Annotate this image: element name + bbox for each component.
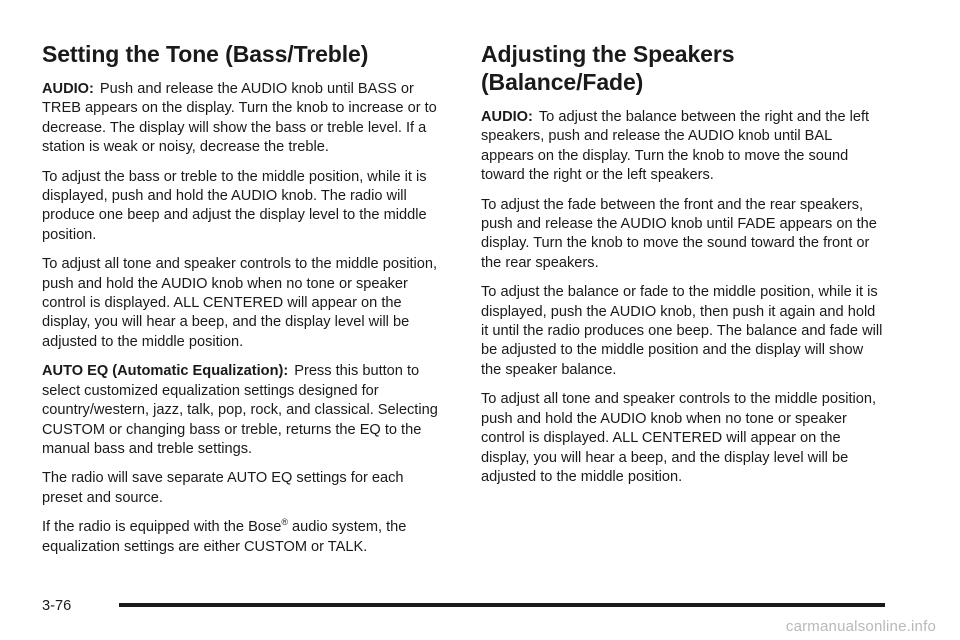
paragraph-balance-fade-middle: To adjust the balance or fade to the middle position, while it is displayed, push the AUDIO knob, then push it again and hold it until the radio produces one beep. The balance and fade will be adjusted to the middle position and the display will show the speaker balance. <box>481 284 883 378</box>
paragraph-text: To adjust the balance between the right and the left speakers, push and release the AUDIO knob until BAL appears on the display. Turn the knob to move the sound toward the right or the left speakers. <box>481 109 870 184</box>
paragraph-text: Push and release the AUDIO knob until BASS or TREB appears on the display. Turn the knob to increase or to decrease. The display will show the bass or treble level. If a station is weak or noisy, decrease the treble. <box>42 81 437 156</box>
paragraph-text: audio system, the equalization settings are either CUSTOM or TALK. <box>42 519 407 555</box>
paragraph-all-centered: To adjust all tone and speaker controls to the middle position, push and hold the AUDIO knob when no tone or speaker control is displayed. ALL CENTERED will appear on the display, you will hear a beep, and the display level will be adjusted to the middle position. <box>481 391 877 485</box>
paragraph-text: If the radio is equipped with the Bose <box>42 519 282 536</box>
right-column <box>481 40 886 497</box>
paragraph-auto-eq <box>42 362 447 459</box>
paragraph-fade: To adjust the fade between the front and the rear speakers, push and release the AUDIO knob until FADE appears on the display. Turn the knob to move the sound toward the front or the rear speakers. <box>481 196 877 271</box>
paragraph-lead-audio: AUDIO: <box>481 109 533 125</box>
paragraph-audio-tone <box>42 80 447 158</box>
paragraph-lead-auto-eq: AUTO EQ (Automatic Equalization): <box>42 363 289 380</box>
paragraph-audio-balance <box>481 108 886 186</box>
registered-mark: ® <box>281 517 288 528</box>
section-title-speakers: Adjusting the Speakers (Balance/Fade) <box>481 41 735 95</box>
paragraph-bass-treble-middle: To adjust the bass or treble to the middle position, while it is displayed, push and hold the AUDIO knob. The radio will produce one beep and adjust the display level to the middle position. <box>42 168 427 243</box>
section-title-tone: Setting the Tone (Bass/Treble) <box>42 41 369 67</box>
page-number: 3-76 <box>42 598 72 614</box>
paragraph-all-centered: To adjust all tone and speaker controls to the middle position, push and hold the AUDIO knob when no tone or speaker control is displayed. ALL CENTERED will appear on the display, you will hear a beep, and the display level will be adjusted to the middle position. <box>42 256 438 350</box>
left-column <box>42 40 447 567</box>
footer-divider <box>119 603 885 607</box>
watermark: carmanualsonline.info <box>785 618 936 635</box>
paragraph-auto-eq-save: The radio will save separate AUTO EQ settings for each preset and source. <box>42 470 404 506</box>
paragraph-bose <box>42 518 447 557</box>
paragraph-text: Press this button to select customized equalization settings designed for country/western, jazz, talk, pop, rock, and classical. Selecting CUSTOM or changing bass or treble, returns the EQ to the manual bass and treble settings. <box>42 363 438 457</box>
paragraph-lead-audio: AUDIO: <box>42 81 94 97</box>
